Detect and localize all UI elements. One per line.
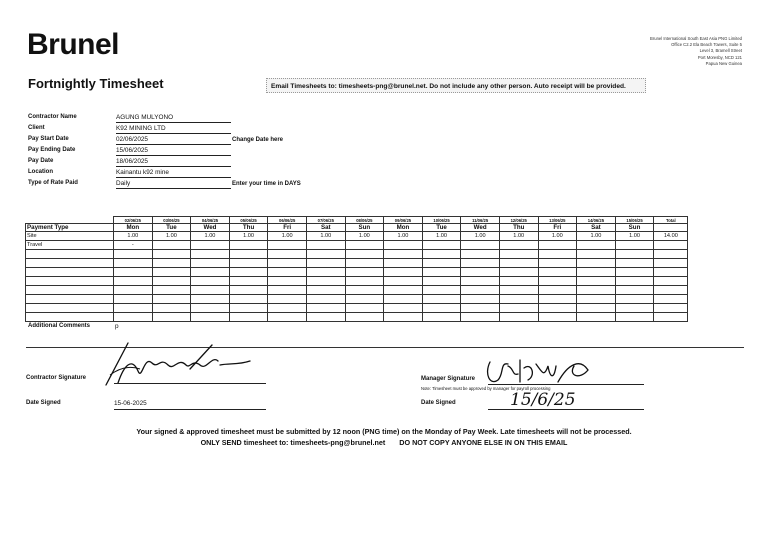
info-label: Type of Rate Paid xyxy=(28,180,78,186)
hours-cell[interactable] xyxy=(577,250,616,259)
contractor-info xyxy=(28,113,358,190)
row-total-cell xyxy=(654,268,688,277)
hours-cell[interactable] xyxy=(538,304,577,313)
table-row xyxy=(26,232,688,241)
hours-cell[interactable] xyxy=(499,286,538,295)
day-header: Sat xyxy=(306,224,345,232)
row-total-cell xyxy=(654,241,688,250)
hours-cell[interactable] xyxy=(306,295,345,304)
row-total-cell xyxy=(654,286,688,295)
payment-type-cell[interactable] xyxy=(26,259,114,268)
hours-cell[interactable] xyxy=(615,304,654,313)
hours-cell[interactable] xyxy=(422,295,461,304)
info-label: Contractor Name xyxy=(28,114,77,120)
manager-signature-label: Manager Signature xyxy=(421,376,476,382)
row-total-cell xyxy=(654,304,688,313)
hours-cell[interactable] xyxy=(345,304,384,313)
hours-cell[interactable] xyxy=(499,304,538,313)
hours-cell[interactable] xyxy=(229,304,268,313)
row-total-cell xyxy=(654,295,688,304)
date-header: 14/06/25 xyxy=(577,217,616,224)
hours-cell[interactable] xyxy=(268,241,307,250)
hours-cell[interactable] xyxy=(499,241,538,250)
hours-cell[interactable] xyxy=(422,304,461,313)
table-row xyxy=(26,304,688,313)
hours-cell[interactable] xyxy=(114,268,153,277)
hours-cell[interactable] xyxy=(577,304,616,313)
hours-cell[interactable] xyxy=(114,259,153,268)
manager-signature-line[interactable] xyxy=(488,384,644,385)
hours-cell[interactable] xyxy=(422,241,461,250)
hours-cell[interactable] xyxy=(268,286,307,295)
hours-cell[interactable] xyxy=(615,286,654,295)
payment-type-cell[interactable] xyxy=(26,250,114,259)
info-value-field[interactable]: Daily xyxy=(116,179,231,189)
hours-cell[interactable] xyxy=(152,250,191,259)
hours-cell[interactable] xyxy=(345,250,384,259)
info-row xyxy=(28,113,358,124)
address-line: Papua New Guinea xyxy=(705,60,742,66)
hours-cell[interactable] xyxy=(114,295,153,304)
info-value-field[interactable]: Kainantu k92 mine xyxy=(116,168,231,178)
hours-cell[interactable] xyxy=(152,304,191,313)
info-row xyxy=(28,124,358,135)
hours-cell[interactable] xyxy=(268,295,307,304)
hours-cell[interactable] xyxy=(499,250,538,259)
hours-cell[interactable]: 1.00 xyxy=(422,232,461,241)
info-value-field[interactable]: AGUNG MULYONO xyxy=(116,113,231,123)
hours-cell[interactable] xyxy=(229,286,268,295)
hours-cell[interactable] xyxy=(114,286,153,295)
hours-cell[interactable] xyxy=(422,250,461,259)
hours-cell[interactable] xyxy=(577,286,616,295)
payment-type-cell[interactable]: Site xyxy=(26,232,114,241)
payment-type-header: Payment Type xyxy=(26,224,114,232)
payment-type-cell[interactable] xyxy=(26,277,114,286)
payment-type-cell[interactable] xyxy=(26,268,114,277)
hours-cell[interactable] xyxy=(615,259,654,268)
submission-notice: Your signed & approved timesheet must be submitted by 12 noon (PNG time) on the Monday of Pay Week. Late timesheets will not be processed. xyxy=(136,427,632,436)
date-header: 09/06/25 xyxy=(384,217,423,224)
hours-cell[interactable] xyxy=(229,295,268,304)
row-total-cell xyxy=(654,259,688,268)
email-banner: Email Timesheets to: timesheets-png@brunel.net. Do not include any other person. Auto receipt will be provided. xyxy=(266,78,646,93)
info-value-field[interactable]: 02/06/2025 xyxy=(116,135,231,145)
hours-cell[interactable]: 1.00 xyxy=(538,232,577,241)
hours-cell[interactable]: 1.00 xyxy=(229,232,268,241)
hours-cell[interactable] xyxy=(191,250,230,259)
table-row xyxy=(26,277,688,286)
hours-cell[interactable] xyxy=(114,250,153,259)
contractor-signature-line[interactable] xyxy=(114,383,266,384)
day-header: Wed xyxy=(191,224,230,232)
day-header: Mon xyxy=(384,224,423,232)
table-row xyxy=(26,268,688,277)
info-row xyxy=(28,135,358,146)
hours-cell[interactable] xyxy=(152,259,191,268)
hours-cell[interactable]: 1.00 xyxy=(577,232,616,241)
date-signed-label: Date Signed xyxy=(26,400,61,406)
payment-type-cell[interactable] xyxy=(26,286,114,295)
hours-cell[interactable] xyxy=(422,286,461,295)
hours-cell[interactable]: 1.00 xyxy=(345,232,384,241)
day-header: Tue xyxy=(152,224,191,232)
manager-note: Note: Timesheet must be approved by manager for payroll processing xyxy=(421,386,551,391)
day-header: Sat xyxy=(577,224,616,232)
comments-label: Additional Comments xyxy=(28,323,91,329)
hours-cell[interactable] xyxy=(306,250,345,259)
hours-cell[interactable] xyxy=(384,304,423,313)
total-cell xyxy=(654,224,688,232)
total-header: Total xyxy=(654,217,688,224)
hours-cell[interactable] xyxy=(152,313,191,322)
hours-cell[interactable]: - xyxy=(114,241,153,250)
date-header: 05/06/25 xyxy=(229,217,268,224)
table-row xyxy=(26,313,688,322)
info-label: Pay Start Date xyxy=(28,136,69,142)
hours-cell[interactable] xyxy=(152,241,191,250)
hours-cell[interactable] xyxy=(538,286,577,295)
hours-cell[interactable] xyxy=(538,295,577,304)
day-header: Wed xyxy=(461,224,500,232)
hours-cell[interactable] xyxy=(538,268,577,277)
info-note: Change Date here xyxy=(232,137,284,143)
hours-cell[interactable] xyxy=(461,286,500,295)
hours-cell[interactable] xyxy=(577,313,616,322)
date-signed-field[interactable]: 15-06-2025 xyxy=(114,400,266,410)
payment-type-cell[interactable] xyxy=(26,304,114,313)
hours-cell[interactable] xyxy=(268,268,307,277)
hours-cell[interactable] xyxy=(306,277,345,286)
info-label: Location xyxy=(28,169,53,175)
hours-cell[interactable] xyxy=(306,286,345,295)
hours-cell[interactable] xyxy=(422,259,461,268)
date-header: 03/06/25 xyxy=(152,217,191,224)
table-row xyxy=(26,295,688,304)
hours-cell[interactable] xyxy=(577,277,616,286)
hours-cell[interactable] xyxy=(345,241,384,250)
date-header: 07/06/25 xyxy=(306,217,345,224)
address-line: Level 3, Bramell Street xyxy=(699,48,742,54)
hours-cell[interactable] xyxy=(384,313,423,322)
hours-cell[interactable] xyxy=(229,241,268,250)
row-total-cell xyxy=(654,313,688,322)
hours-cell[interactable] xyxy=(384,286,423,295)
hours-cell[interactable]: 1.00 xyxy=(306,232,345,241)
address-line: Office C2.2 Ela Beach Towers, Suite 5 xyxy=(671,42,742,48)
info-row xyxy=(28,157,358,168)
comments-text[interactable]: p xyxy=(115,323,119,330)
info-label: Pay Date xyxy=(28,158,54,164)
hours-cell[interactable] xyxy=(114,313,153,322)
hours-cell[interactable] xyxy=(114,304,153,313)
day-header: Sun xyxy=(345,224,384,232)
hours-cell[interactable] xyxy=(422,268,461,277)
date-header: 02/06/25 xyxy=(114,217,153,224)
info-value-field[interactable]: K92 MINING LTD xyxy=(116,124,231,134)
hours-cell[interactable] xyxy=(345,313,384,322)
info-value-field[interactable]: 18/06/2025 xyxy=(116,157,231,167)
hours-cell[interactable] xyxy=(229,277,268,286)
hours-cell[interactable] xyxy=(268,313,307,322)
hours-cell[interactable] xyxy=(422,313,461,322)
hours-cell[interactable] xyxy=(306,313,345,322)
date-header: 10/06/25 xyxy=(422,217,461,224)
payment-type-cell[interactable] xyxy=(26,313,114,322)
hours-cell[interactable] xyxy=(191,268,230,277)
manager-date-label: Date Signed xyxy=(421,400,456,406)
date-header: 11/06/25 xyxy=(461,217,500,224)
hours-cell[interactable] xyxy=(306,241,345,250)
manager-date-field[interactable]: 15/6/25 xyxy=(488,390,644,410)
info-label: Pay Ending Date xyxy=(28,147,76,153)
hours-cell[interactable] xyxy=(538,277,577,286)
hours-cell[interactable] xyxy=(384,241,423,250)
hours-cell[interactable]: 1.00 xyxy=(152,232,191,241)
info-row xyxy=(28,146,358,157)
row-total-cell xyxy=(654,277,688,286)
payment-type-cell[interactable]: Travel xyxy=(26,241,114,250)
contractor-signature xyxy=(88,335,268,395)
hours-cell[interactable] xyxy=(152,286,191,295)
page-title: Fortnightly Timesheet xyxy=(28,76,164,91)
table-row xyxy=(26,286,688,295)
hours-cell[interactable] xyxy=(538,250,577,259)
hours-cell[interactable] xyxy=(538,259,577,268)
hours-cell[interactable] xyxy=(345,295,384,304)
hours-cell[interactable] xyxy=(384,268,423,277)
hours-cell[interactable] xyxy=(345,259,384,268)
hours-cell[interactable] xyxy=(268,277,307,286)
hours-cell[interactable] xyxy=(345,286,384,295)
hours-cell[interactable] xyxy=(461,268,500,277)
info-row xyxy=(28,168,358,179)
hours-cell[interactable] xyxy=(499,295,538,304)
hours-cell[interactable] xyxy=(422,277,461,286)
hours-cell[interactable] xyxy=(152,277,191,286)
info-row xyxy=(28,179,358,190)
day-header: Fri xyxy=(268,224,307,232)
date-header: 15/06/25 xyxy=(615,217,654,224)
hours-cell[interactable]: 1.00 xyxy=(499,232,538,241)
hours-cell[interactable] xyxy=(577,241,616,250)
header-blank xyxy=(26,217,114,224)
hours-cell[interactable] xyxy=(499,277,538,286)
address-line: Brunel International South East Asia PNG Limited xyxy=(650,36,742,41)
day-header: Mon xyxy=(114,224,153,232)
hours-cell[interactable] xyxy=(384,295,423,304)
contractor-signature-label: Contractor Signature xyxy=(26,375,87,381)
hours-cell[interactable] xyxy=(191,259,230,268)
hours-cell[interactable] xyxy=(306,268,345,277)
hours-cell[interactable] xyxy=(461,313,500,322)
hours-cell[interactable]: 1.00 xyxy=(384,232,423,241)
hours-cell[interactable] xyxy=(229,268,268,277)
hours-cell[interactable] xyxy=(268,250,307,259)
row-total-cell: 14.00 xyxy=(654,232,688,241)
hours-cell[interactable]: 1.00 xyxy=(268,232,307,241)
table-row xyxy=(26,241,688,250)
hours-cell[interactable] xyxy=(229,313,268,322)
hours-cell[interactable] xyxy=(191,295,230,304)
date-header: 12/06/25 xyxy=(499,217,538,224)
hours-cell[interactable] xyxy=(577,268,616,277)
hours-cell[interactable] xyxy=(191,241,230,250)
day-header: Fri xyxy=(538,224,577,232)
hours-cell[interactable] xyxy=(384,250,423,259)
hours-cell[interactable] xyxy=(615,277,654,286)
table-row xyxy=(26,259,688,268)
brunel-logo: Brunel xyxy=(27,28,120,61)
hours-cell[interactable]: 1.00 xyxy=(114,232,153,241)
timesheet-table xyxy=(25,216,688,322)
hours-cell[interactable] xyxy=(461,250,500,259)
hours-cell[interactable] xyxy=(191,286,230,295)
hours-cell[interactable] xyxy=(615,241,654,250)
hours-cell[interactable]: 1.00 xyxy=(615,232,654,241)
date-header: 06/06/25 xyxy=(268,217,307,224)
hours-cell[interactable] xyxy=(268,304,307,313)
payment-type-cell[interactable] xyxy=(26,295,114,304)
date-header: 13/06/25 xyxy=(538,217,577,224)
hours-cell[interactable] xyxy=(229,250,268,259)
hours-cell[interactable] xyxy=(538,313,577,322)
address-line: Port Moresby, NCD 121 xyxy=(697,54,742,60)
hours-cell[interactable] xyxy=(229,259,268,268)
hours-cell[interactable] xyxy=(306,259,345,268)
hours-cell[interactable] xyxy=(615,250,654,259)
hours-cell[interactable] xyxy=(345,268,384,277)
table-row xyxy=(26,250,688,259)
hours-cell[interactable] xyxy=(306,304,345,313)
hours-cell[interactable] xyxy=(461,259,500,268)
hours-cell[interactable] xyxy=(577,259,616,268)
date-header: 08/06/25 xyxy=(345,217,384,224)
hours-cell[interactable] xyxy=(191,277,230,286)
day-header: Tue xyxy=(422,224,461,232)
hours-cell[interactable] xyxy=(615,295,654,304)
hours-cell[interactable] xyxy=(152,268,191,277)
hours-cell[interactable] xyxy=(152,295,191,304)
hours-cell[interactable] xyxy=(191,304,230,313)
day-header: Thu xyxy=(229,224,268,232)
info-value-field[interactable]: 15/06/2025 xyxy=(116,146,231,156)
hours-cell[interactable] xyxy=(461,277,500,286)
hours-cell[interactable] xyxy=(499,313,538,322)
info-note: Enter your time in DAYS xyxy=(232,181,301,187)
no-copy-text: DO NOT COPY ANYONE ELSE IN ON THIS EMAIL xyxy=(399,438,568,447)
hours-cell[interactable] xyxy=(461,304,500,313)
date-header: 04/06/25 xyxy=(191,217,230,224)
hours-cell[interactable] xyxy=(114,277,153,286)
hours-cell[interactable] xyxy=(615,268,654,277)
hours-cell[interactable] xyxy=(499,268,538,277)
hours-cell[interactable]: 1.00 xyxy=(461,232,500,241)
hours-cell[interactable] xyxy=(538,241,577,250)
hours-cell[interactable] xyxy=(615,313,654,322)
hours-cell[interactable] xyxy=(345,277,384,286)
hours-cell[interactable] xyxy=(461,295,500,304)
day-header: Sun xyxy=(615,224,654,232)
send-instructions xyxy=(0,438,768,447)
hours-cell[interactable] xyxy=(268,259,307,268)
hours-cell[interactable] xyxy=(384,277,423,286)
hours-cell[interactable] xyxy=(384,259,423,268)
hours-cell[interactable] xyxy=(191,313,230,322)
info-label: Client xyxy=(28,125,45,131)
row-total-cell xyxy=(654,250,688,259)
company-address xyxy=(592,36,742,67)
day-header: Thu xyxy=(499,224,538,232)
hours-cell[interactable] xyxy=(499,259,538,268)
hours-cell[interactable]: 1.00 xyxy=(191,232,230,241)
send-to-text: ONLY SEND timesheet to: timesheets-png@brunel.net xyxy=(200,438,386,447)
hours-cell[interactable] xyxy=(461,241,500,250)
hours-cell[interactable] xyxy=(577,295,616,304)
